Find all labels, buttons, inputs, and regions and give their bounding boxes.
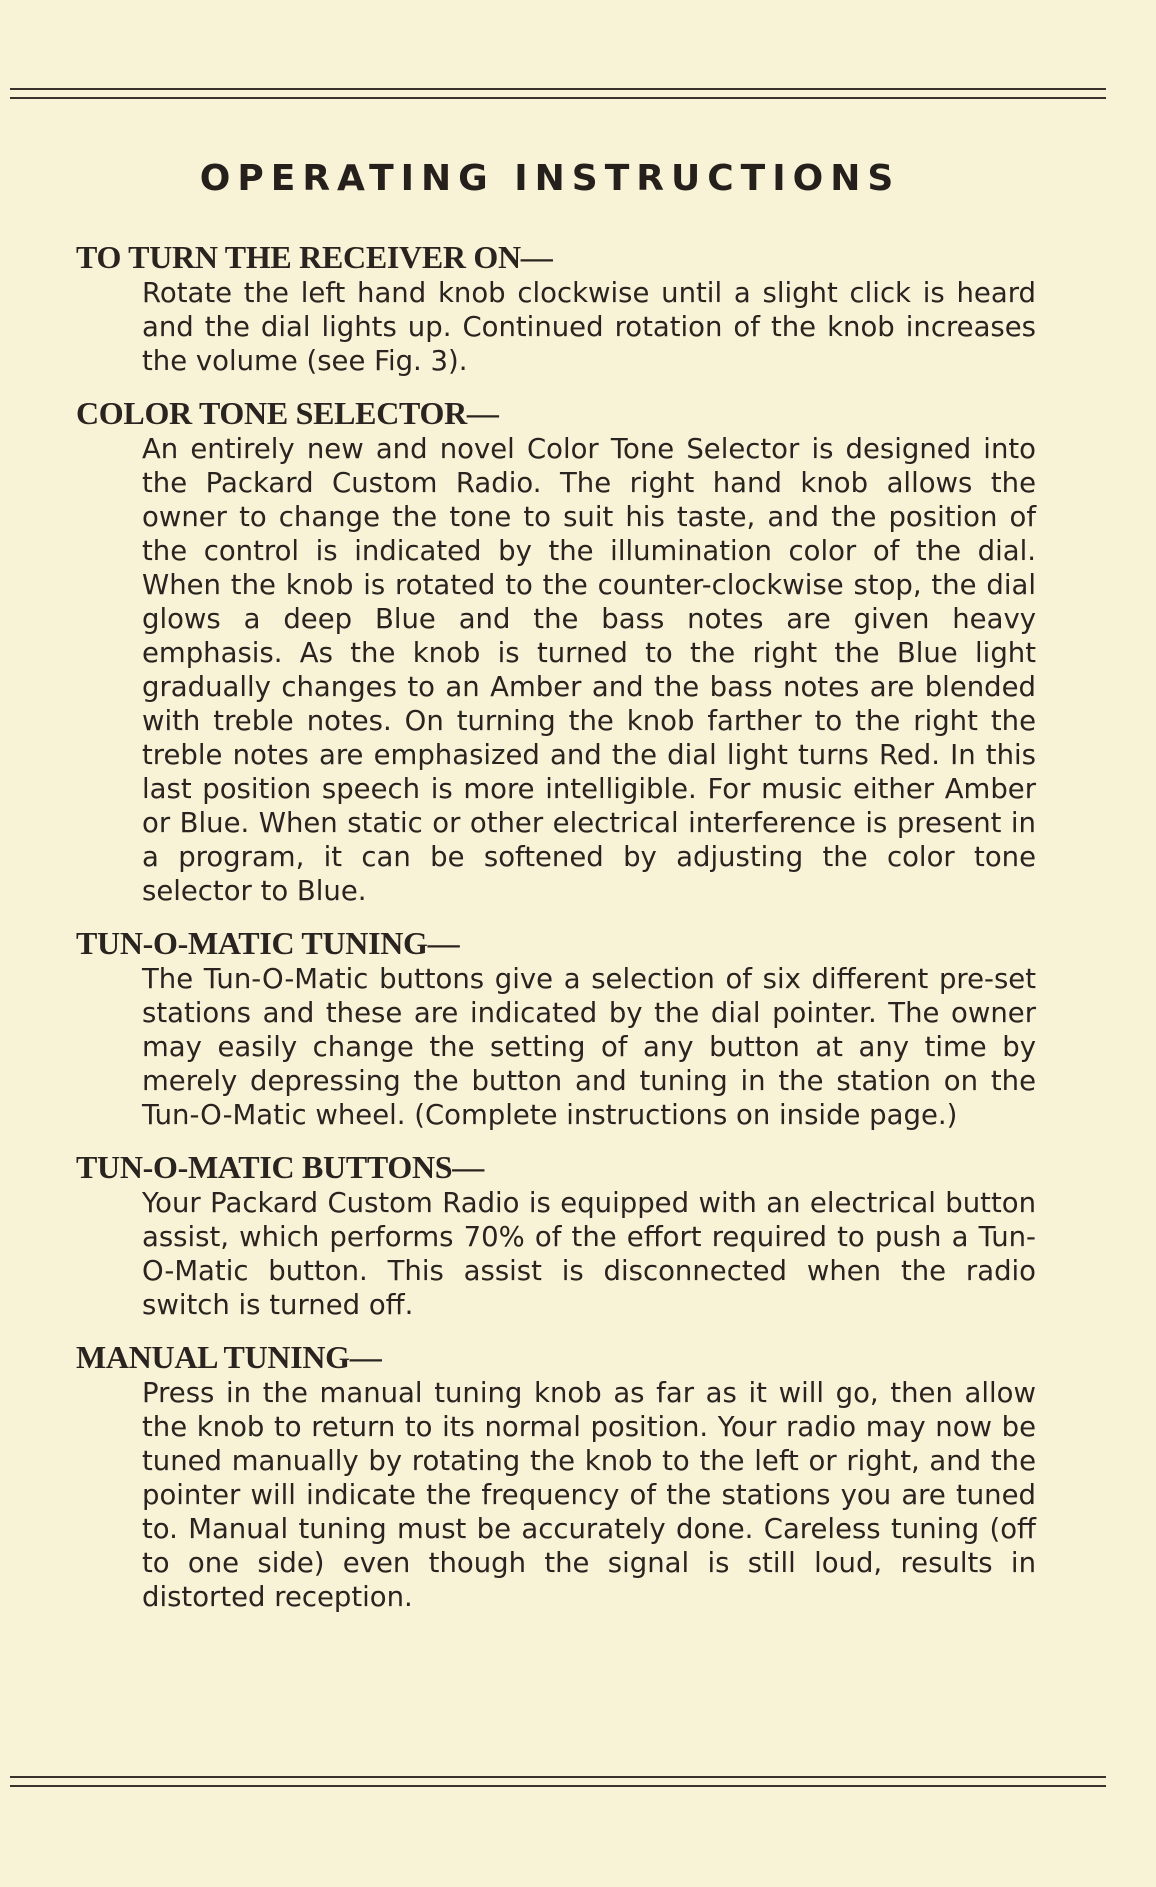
page-title: OPERATING INSTRUCTIONS [199,158,901,199]
instructions-content [76,238,1036,1630]
section-tun-o-matic-tuning [76,924,1036,1132]
section-heading-manual-tuning: MANUAL TUNING— [76,1339,382,1375]
top-double-rule [10,88,1106,99]
section-body-manual-tuning: Press in the manual tuning knob as far as it will go, then allow the knob to return to its normal position. Your radio may now be tuned manually by rotating the knob to the left or right, and the pointer will indicate the frequency of the stations you are tuned to. Manual tuning must be accurately done. Careless tuning (off to one side) even though the signal is still loud, results in distorted reception. [142,1377,1036,1613]
section-tun-o-matic-buttons [76,1148,1036,1322]
section-manual-tuning [76,1338,1036,1614]
bottom-double-rule [10,1776,1106,1787]
section-heading-tun-o-matic-tuning: TUN-O-MATIC TUNING— [76,925,460,961]
section-body-turn-on: Rotate the left hand knob clockwise until a slight click is heard and the dial lights up. Continued rotation of the knob increases the volume (see Fig. 3). [142,277,1036,377]
section-turn-on [76,238,1036,378]
section-color-tone [76,394,1036,908]
section-heading-turn-on: TO TURN THE RECEIVER ON— [76,239,553,275]
section-body-tun-o-matic-buttons: Your Packard Custom Radio is equipped with an electrical button assist, which performs 70% of the effort required to push a Tun-O-Matic button. This assist is disconnected when the radio switch is turned off. [142,1187,1036,1321]
section-heading-tun-o-matic-buttons: TUN-O-MATIC BUTTONS— [76,1149,484,1185]
section-body-color-tone: An entirely new and novel Color Tone Selector is designed into the Packard Custom Radio. The right hand knob allows the owner to change the tone to suit his taste, and the position of the control is indicated by the illumination color of the dial. When the knob is rotated to the counter-clockwise stop, the dial glows a deep Blue and the bass notes are given heavy emphasis. As the knob is turned to the right the Blue light gradually changes to an Amber and the bass notes are blended with treble notes. On turning the knob farther to the right the treble notes are emphasized and the dial light turns Red. In this last position speech is more intelligible. For music either Amber or Blue. When static or other electrical interference is present in a program, it can be softened by adjusting the color tone selector to Blue. [142,433,1036,907]
section-heading-color-tone: COLOR TONE SELECTOR— [76,395,499,431]
section-body-tun-o-matic-tuning: The Tun-O-Matic buttons give a selection of six different pre-set stations and these are indicated by the dial pointer. The owner may easily change the setting of any button at any time by merely depressing the button and tuning in the station on the Tun-O-Matic wheel. (Complete instructions on inside page.) [142,963,1036,1131]
